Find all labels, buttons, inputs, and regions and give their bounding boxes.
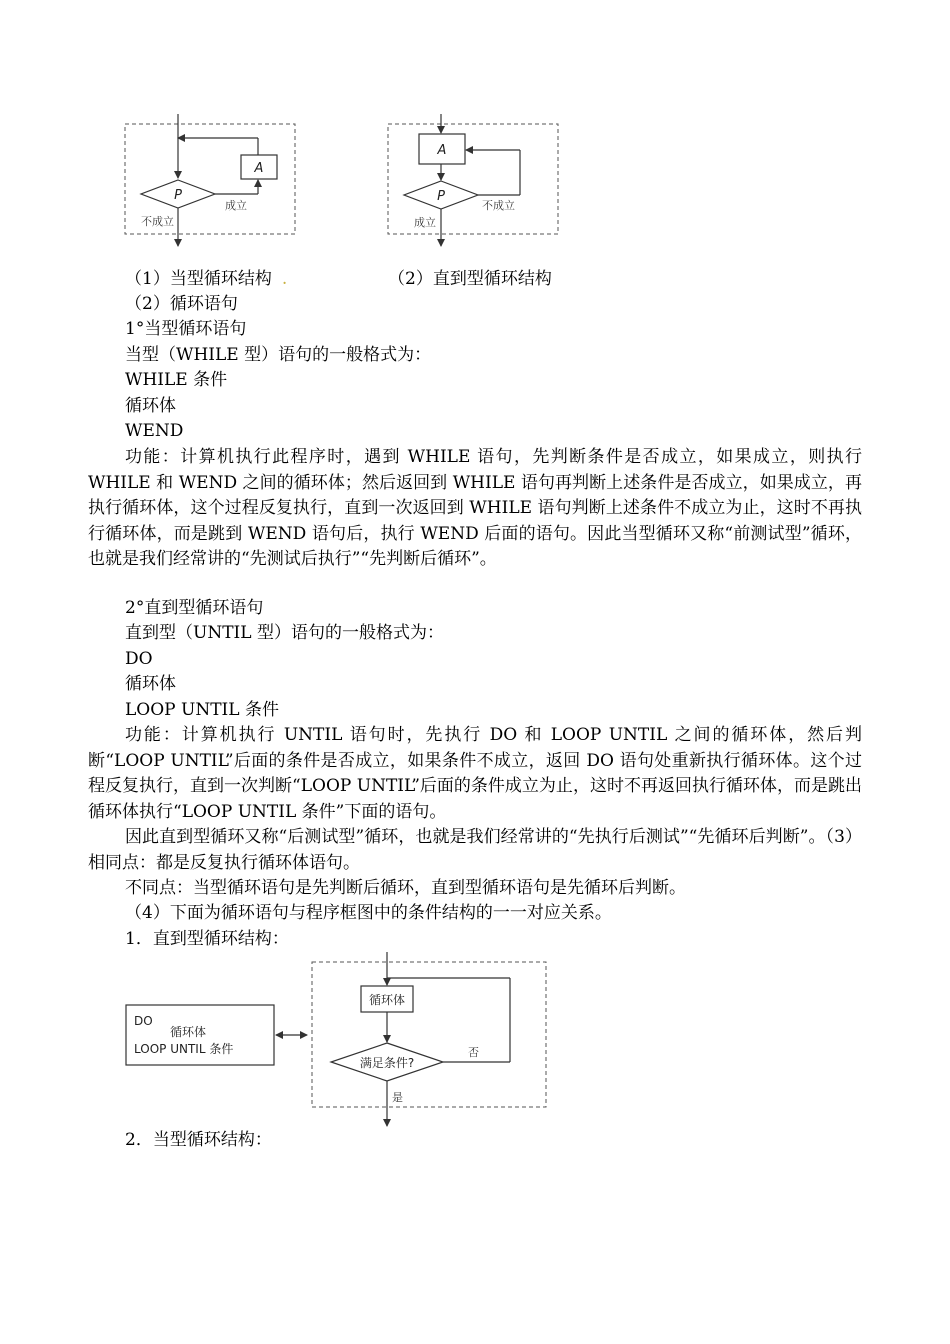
while-loop-flowchart <box>115 112 305 252</box>
dashed-frame <box>312 962 546 1107</box>
code-line-body: 循环体 <box>170 1025 207 1039</box>
until-summary-paragraph: 因此直到型循环又称“后测试型”循环，也就是我们经常讲的“先执行后测试”“先循环后判断”。（3）相同点：都是反复执行循环体语句。 <box>88 827 862 873</box>
until-function-paragraph: 功能：计算机执行 UNTIL 语句时，先执行 DO 和 LOOP UNTIL 之间的循环体，然后判断“LOOP UNTIL”后面的条件是否成立，如果条件不成立，返回 DO 语句处重新执行循环体。这个过程反复执行，直到一次判断“LOOP UNTIL”后面的条件成立为止，这时不再返回执行循环体，而是跳出循环体执行“LOOP UNTIL 条件”下面的语句。 <box>88 725 862 822</box>
code-loop-until: LOOP UNTIL 条件 <box>125 700 279 720</box>
no-label: 否 <box>468 1046 479 1059</box>
subheading-while-statement: 1°当型循环语句 <box>125 319 247 339</box>
caption-until-structure: （2）直到型循环结构 <box>388 269 552 289</box>
caption-while-structure: （1）当型循环结构 . <box>125 269 288 289</box>
process-label: 循环体 <box>368 993 406 1007</box>
decision-label: P <box>174 188 182 203</box>
difference-line: 不同点：当型循环语句是先判断后循环，直到型循环语句是先循环后判断。 <box>125 878 686 898</box>
until-loop-flowchart <box>378 112 568 252</box>
code-loop-body: 循环体 <box>125 396 176 416</box>
yes-label: 成立 <box>414 216 436 229</box>
section-heading-loop-statements: （2）循环语句 <box>125 294 238 314</box>
process-label: A <box>254 161 264 176</box>
item-until-structure: 1．直到型循环结构： <box>125 929 289 949</box>
code-do: DO <box>125 649 153 669</box>
until-correspondence-diagram <box>120 950 560 1130</box>
while-function-paragraph: 功能：计算机执行此程序时，遇到 WHILE 语句，先判断条件是否成立，如果成立，则执行 WHILE 和 WEND 之间的循环体；然后返回到 WHILE 语句再判断上述条件是否成立，如果成立，再执行循环体，这个过程反复执行，直到一次返回到 WHILE 语句判断上述条件不成立为止，这时不再执行循环体，而是跳到 WEND 语句后，执行 WEND 后面的语句。因此当型循环又称“前测试型”循环，也就是我们经常讲的“先测试后执行”“先判断后循环”。 <box>88 447 862 569</box>
yes-label: 是 <box>392 1091 403 1104</box>
code-while: WHILE 条件 <box>125 370 228 390</box>
item-while-structure: 2．当型循环结构： <box>125 1130 272 1150</box>
no-label: 不成立 <box>141 215 174 228</box>
code-wend: WEND <box>125 421 184 441</box>
code-line-do: DO <box>134 1014 153 1028</box>
code-loop-body-2: 循环体 <box>125 674 176 694</box>
code-line-until: LOOP UNTIL 条件 <box>134 1042 234 1056</box>
decision-label: 满足条件? <box>359 1056 415 1070</box>
until-format-intro: 直到型（UNTIL 型）语句的一般格式为： <box>125 623 444 643</box>
while-format-intro: 当型（WHILE 型）语句的一般格式为： <box>125 345 432 365</box>
decision-label: P <box>437 189 445 204</box>
subheading-until-statement: 2°直到型循环语句 <box>125 598 264 618</box>
no-label: 不成立 <box>482 199 515 212</box>
yes-label: 成立 <box>225 199 247 212</box>
process-label: A <box>437 143 447 158</box>
caption-mark: . <box>281 269 288 289</box>
correspondence-intro: （4）下面为循环语句与程序框图中的条件结构的一一对应关系。 <box>125 903 612 923</box>
